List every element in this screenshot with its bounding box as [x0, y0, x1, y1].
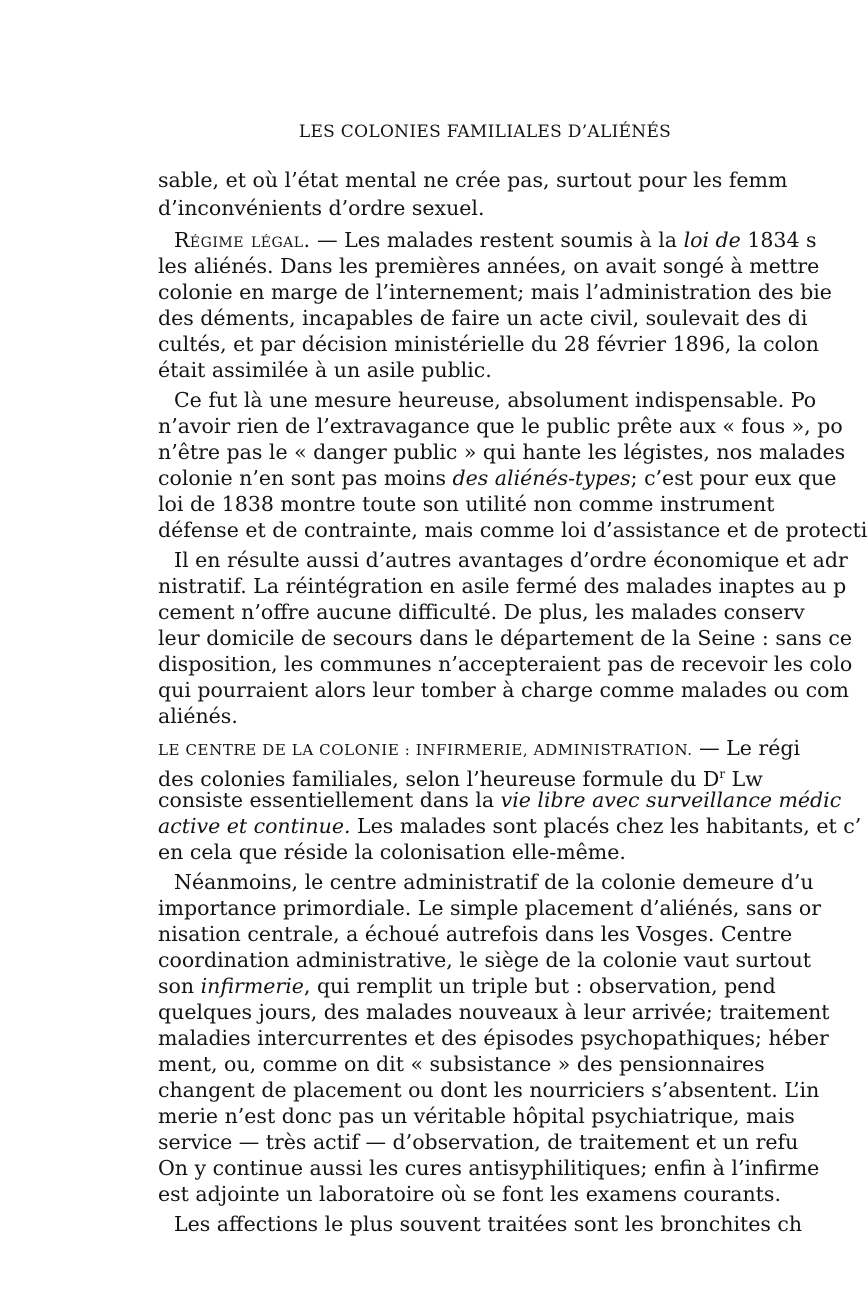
text-line: Régime légal. — Les malades restent soumis à la loi de 1834 s	[174, 228, 817, 252]
text-line: merie n’est donc pas un véritable hôpital psychiatrique, mais	[158, 1104, 795, 1128]
text-line: maladies intercurrentes et des épisodes psychopathiques; héber	[158, 1026, 829, 1050]
text-line: cement n’offre aucune difficulté. De plus, les malades conserv	[158, 600, 805, 624]
text-line: son infirmerie, qui remplit un triple but : observation, pend	[158, 974, 776, 998]
running-header: LES COLONIES FAMILIALES D’ALIÉNÉS	[298, 122, 672, 142]
text-line: défense et de contrainte, mais comme loi d’assistance et de protecti	[158, 518, 867, 542]
text-line: en cela que réside la colonisation elle-même.	[158, 840, 626, 864]
text-line: active et continue. Les malades sont placés chez les habitants, et c’	[158, 814, 862, 838]
text-line: service — très actif — d’observation, de traitement et un refu	[158, 1130, 799, 1154]
text-line: disposition, les communes n’accepteraient pas de recevoir les colo	[158, 652, 853, 676]
text-line: sable, et où l’état mental ne crée pas, surtout pour les femm	[158, 168, 788, 192]
text-line: des colonies familiales, selon l’heureuse formule du $D^r$ Lw	[158, 766, 763, 791]
text-line: Les affections le plus souvent traitées sont les bronchites ch	[174, 1212, 803, 1236]
text-line: changent de placement ou dont les nourriciers s’absentent. L’in	[158, 1078, 820, 1102]
section-heading-regime-legal: Régime légal.	[174, 228, 311, 252]
section-heading-centre-colonie: LE CENTRE DE LA COLONIE : INFIRMERIE, ADMINISTRATION.	[158, 741, 693, 759]
text-line: On y continue aussi les cures antisyphilitiques; enfin à l’infirme	[158, 1156, 820, 1180]
text-line: aliénés.	[158, 704, 238, 728]
text-line: des déments, incapables de faire un acte civil, soulevait des di	[158, 306, 808, 330]
text-line: Ce fut là une mesure heureuse, absolument indispensable. Po	[174, 388, 817, 412]
text-line: nisation centrale, a échoué autrefois dans les Vosges. Centre	[158, 922, 793, 946]
text-line: cultés, et par décision ministérielle du 28 février 1896, la colon	[158, 332, 820, 356]
text-line: est adjointe un laboratoire où se font les examens courants.	[158, 1182, 781, 1206]
text-line: les aliénés. Dans les premières années, on avait songé à mettre	[158, 254, 820, 278]
text-line: nistratif. La réintégration en asile fermé des malades inaptes au p	[158, 574, 847, 598]
text-line: qui pourraient alors leur tomber à charge comme malades ou com	[158, 678, 849, 702]
text-line: coordination administrative, le siège de la colonie vaut surtout	[158, 948, 812, 972]
text-line: quelques jours, des malades nouveaux à leur arrivée; traitement	[158, 1000, 830, 1024]
text-line: colonie en marge de l’internement; mais l’administration des bie	[158, 280, 832, 304]
text-line: n’avoir rien de l’extravagance que le public prête aux « fous », po	[158, 414, 843, 438]
text-line: LE CENTRE DE LA COLONIE : INFIRMERIE, ADMINISTRATION. — Le régi	[158, 736, 801, 760]
text-line: consiste essentiellement dans la vie libre avec surveillance médic	[158, 788, 842, 812]
text-line: colonie n’en sont pas moins des aliénés-types; c’est pour eux que	[158, 466, 837, 490]
text-line: était assimilée à un asile public.	[158, 358, 492, 382]
text-line: leur domicile de secours dans le département de la Seine : sans ce	[158, 626, 852, 650]
text-line: importance primordiale. Le simple placement d’aliénés, sans or	[158, 896, 821, 920]
text-line: d’inconvénients d’ordre sexuel.	[158, 196, 485, 220]
text-line: ment, ou, comme on dit « subsistance » des pensionnaires	[158, 1052, 765, 1076]
text-line: loi de 1838 montre toute son utilité non comme instrument	[158, 492, 775, 516]
text-line: n’être pas le « danger public » qui hante les légistes, nos malades	[158, 440, 846, 464]
text-line: Néanmoins, le centre administratif de la colonie demeure d’u	[174, 870, 814, 894]
text-line: Il en résulte aussi d’autres avantages d’ordre économique et adr	[174, 548, 848, 572]
